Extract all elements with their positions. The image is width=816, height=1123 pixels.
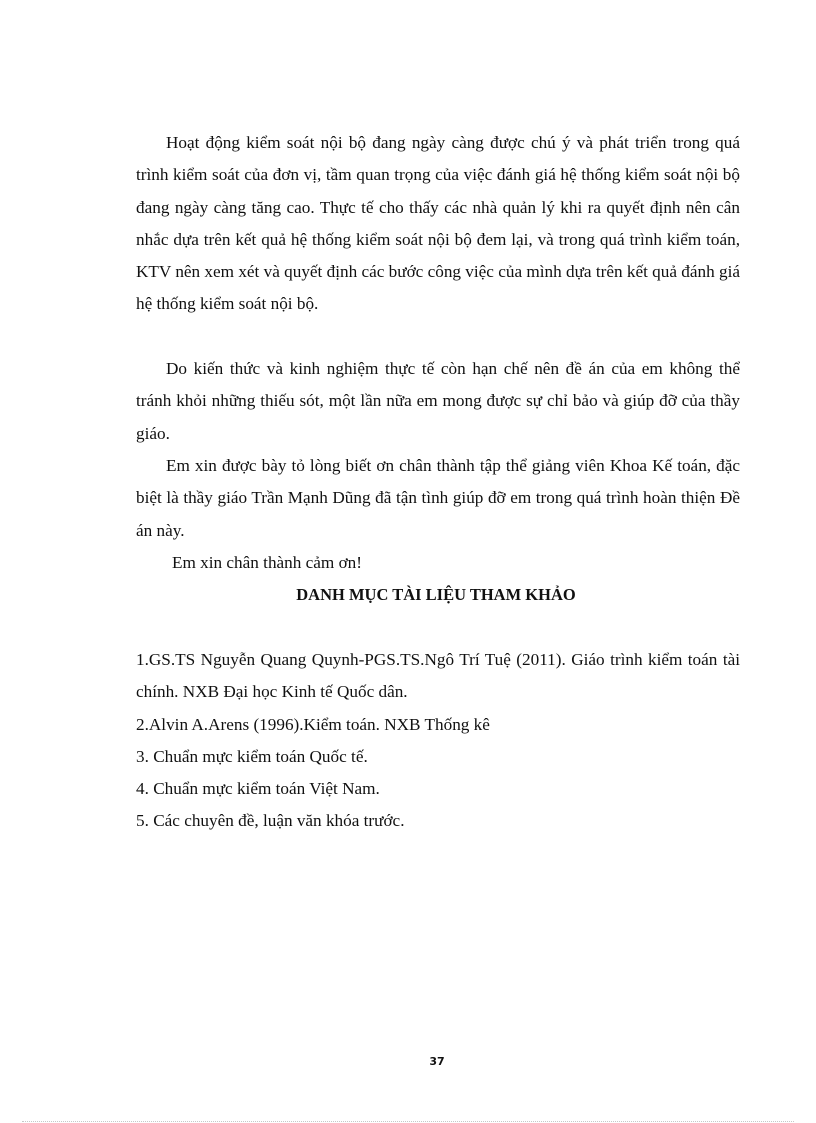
reference-item: 2.Alvin A.Arens (1996).Kiểm toán. NXB Thống kê [136,714,490,734]
page-number: 37 [429,1055,445,1068]
references-heading: DANH MỤC TÀI LIỆU THAM KHẢO [296,585,576,604]
conclusion-paragraph-2: Do kiến thức và kinh nghiệm thực tế còn hạn chế nên đề án của em không thể tránh khỏi những thiếu sót, một lần nữa em mong được sự chỉ bảo và giúp đỡ của thầy giáo. [136,359,740,443]
acknowledgement-paragraph: Em xin được bày tỏ lòng biết ơn chân thành tập thể giảng viên Khoa Kế toán, đặc biệt là thầy giáo Trần Mạnh Dũng đã tận tình giúp đỡ em trong quá trình hoàn thiện Đề án này. [136,456,740,540]
reference-item: 1.GS.TS Nguyễn Quang Quynh-PGS.TS.Ngô Trí Tuệ (2011). Giáo trình kiểm toán tài chính. NXB Đại học Kinh tế Quốc dân. [136,650,740,702]
footer-divider [22,1121,794,1122]
reference-item: 3. Chuẩn mực kiểm toán Quốc tế. [136,746,368,766]
conclusion-paragraph-1: Hoạt động kiểm soát nội bộ đang ngày càng được chú ý và phát triển trong quá trình kiểm soát của đơn vị, tầm quan trọng của việc đánh giá hệ thống kiểm soát nội bộ đang ngày càng tăng cao. Thực tế cho thấy các nhà quản lý khi ra quyết định nên cân nhắc dựa trên kết quả hệ thống kiểm soát nội bộ đem lại, và trong quá trình kiểm toán, KTV nên xem xét và quyết định các bước công việc của mình dựa trên kết quả đánh giá hệ thống kiểm soát nội bộ. [136,133,740,314]
reference-item: 4. Chuẩn mực kiểm toán Việt Nam. [136,779,380,799]
reference-item: 5. Các chuyên đề, luận văn khóa trước. [136,811,405,831]
references-list [136,644,740,838]
closing-line: Em xin chân thành cảm ơn! [172,553,362,572]
